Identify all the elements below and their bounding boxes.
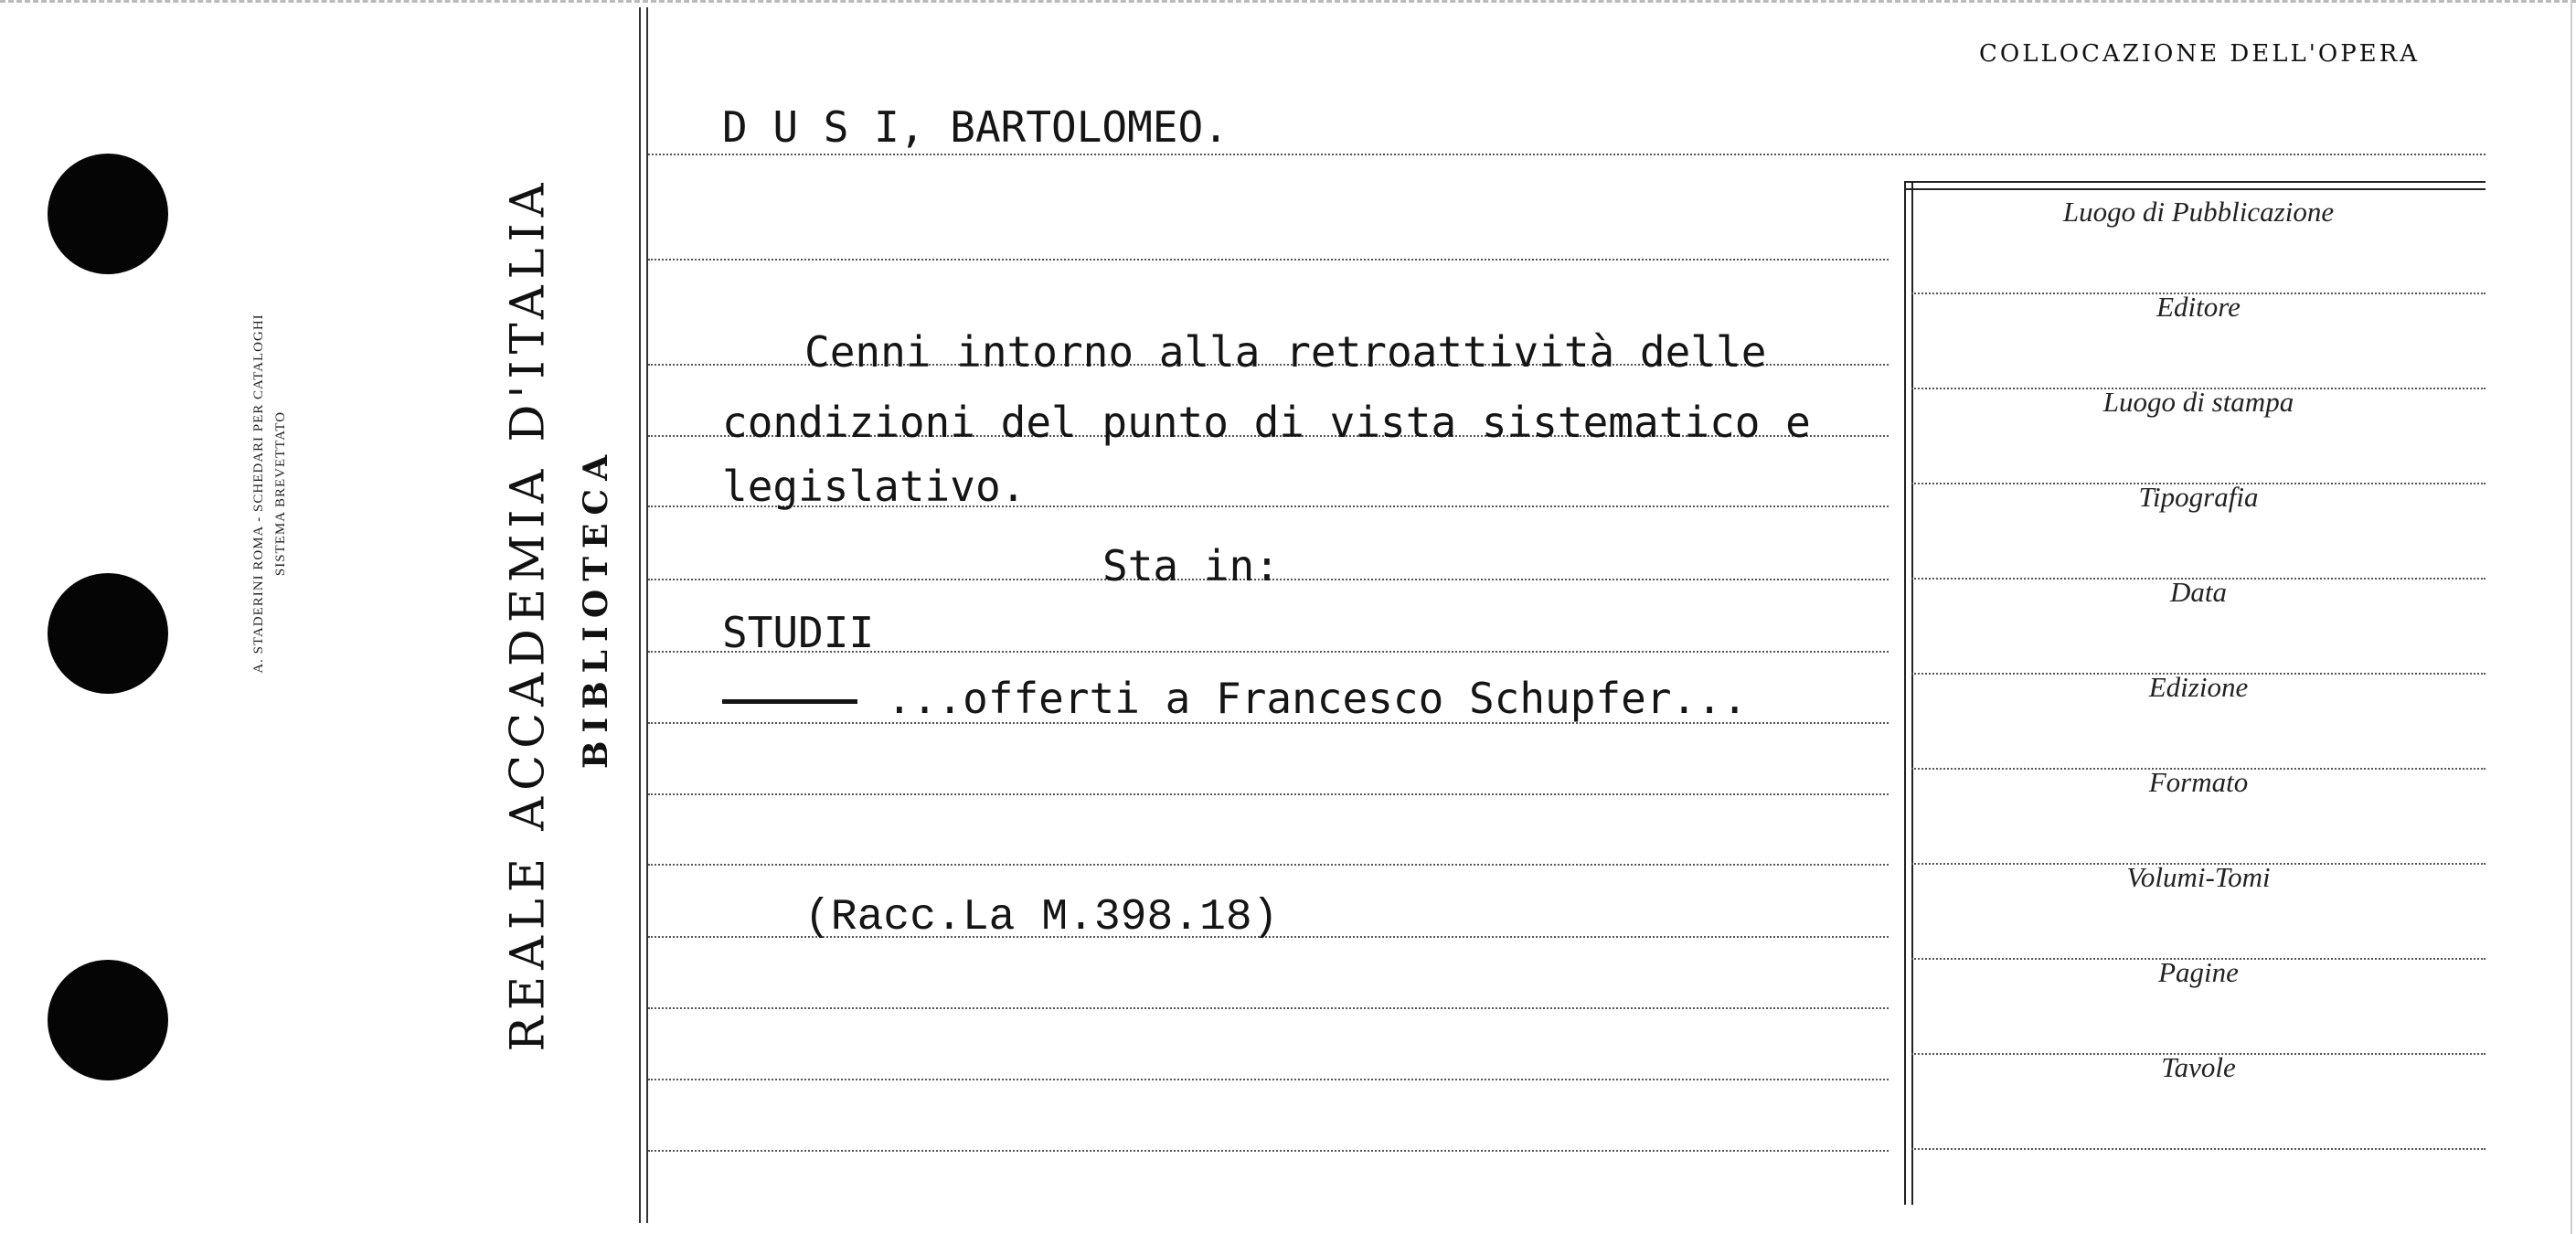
institution-title: REALE ACCADEMIA D'ITALIA (501, 176, 556, 1052)
ruling-line (648, 1079, 1889, 1080)
collection-title: STUDII (722, 608, 875, 657)
collection-detail: ...offerti a Francesco Schupfer... (887, 674, 1748, 723)
ruling-line (648, 1007, 1889, 1009)
card-right-edge (2571, 0, 2572, 1234)
field-label: Data (2170, 576, 2227, 608)
ruling-line (648, 1150, 1889, 1152)
repeat-dash (722, 699, 857, 704)
punch-hole (48, 960, 168, 1080)
field-line (1911, 1148, 2486, 1150)
field-label: Editore (2156, 291, 2241, 323)
field-label: Pagine (2158, 956, 2239, 988)
title-line: condizioni del punto di vista sistematico e (722, 398, 1811, 447)
punch-hole (48, 573, 168, 694)
vertical-rule (639, 7, 641, 1223)
ruling-line (648, 259, 1889, 261)
field-label: Luogo di Pubblicazione (2062, 196, 2335, 228)
card-top-edge (0, 0, 2576, 3)
shelfmark-header: COLLOCAZIONE DELL'OPERA (1979, 40, 2421, 68)
title-line: legislativo. (722, 462, 1027, 511)
ruling-line (648, 154, 2486, 155)
field-label: Volumi-Tomi (2126, 861, 2271, 893)
panel-rule (1904, 181, 1906, 1205)
vertical-rule (646, 7, 648, 1223)
field-label: Edizione (2148, 671, 2249, 703)
ruling-line (648, 793, 1889, 795)
field-label: Formato (2148, 766, 2249, 798)
call-number: (Racc.La M.398.18) (804, 893, 1279, 942)
author-heading: D U S I, BARTOLOMEO. (722, 102, 1229, 152)
department-title: BIBLIOTECA (577, 446, 615, 770)
punch-hole (48, 154, 168, 274)
printer-imprint (248, 314, 292, 673)
imprint-line: A. STADERINI ROMA - SCHEDARI PER CATALOGHI (251, 314, 266, 674)
field-label: Tipografia (2138, 481, 2259, 513)
title-line: Cenni intorno alla retroattività delle (804, 327, 1767, 377)
field-label: Tavole (2161, 1051, 2236, 1083)
imprint-line: SISTEMA BREVETTATO (273, 410, 288, 577)
panel-top-rule (1904, 181, 2486, 183)
panel-top-rule (1904, 188, 2486, 190)
ruling-line (648, 864, 1889, 866)
field-label: Luogo di stampa (2102, 386, 2294, 418)
contained-in-label: Sta in: (1102, 541, 1280, 590)
